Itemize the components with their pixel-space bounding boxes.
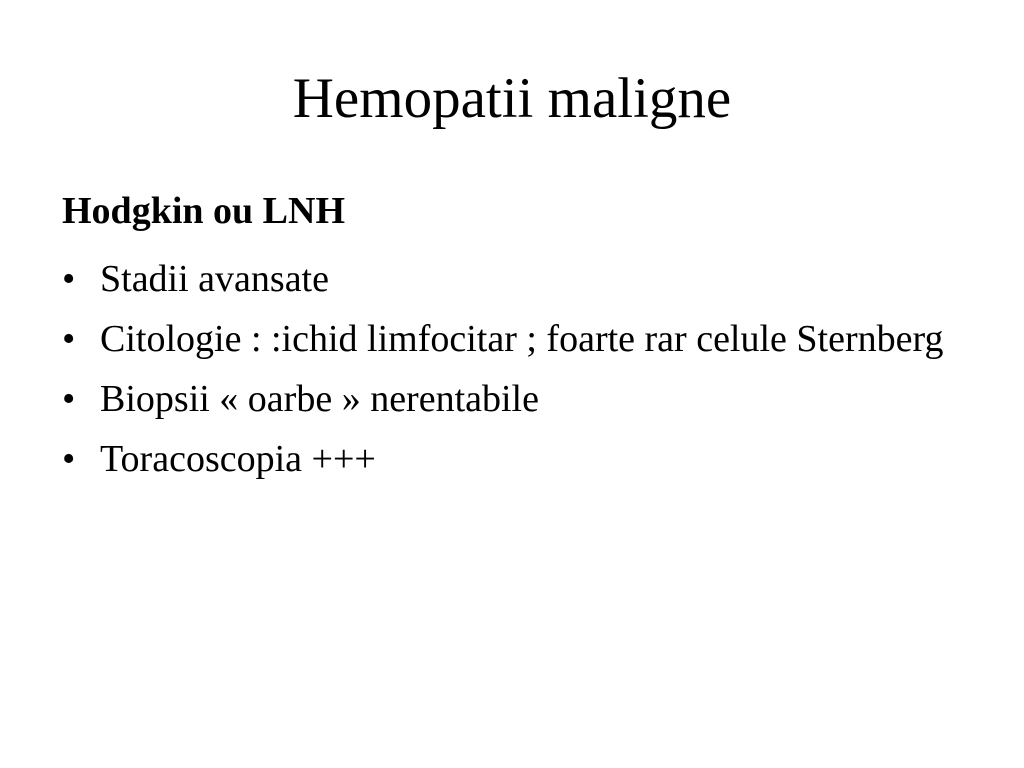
bullet-item-toracoscopia: [62, 436, 962, 482]
bullet-text: Biopsii « oarbe » nerentabile: [100, 378, 539, 420]
bullet-text: Toracoscopia +++: [100, 438, 376, 480]
bullet-dot-icon: •: [62, 438, 76, 480]
bullet-item-biopsii: [62, 376, 962, 422]
section-heading: Hodgkin ou LNH: [62, 190, 345, 232]
bullet-text: Stadii avansate: [100, 258, 329, 300]
bullet-dot-icon: •: [62, 378, 76, 420]
bullet-item-stadii: [62, 256, 962, 302]
bullet-dot-icon: •: [62, 318, 76, 360]
bullet-text: Citologie : :ichid limfocitar ; foarte rar celule Sternberg: [100, 318, 944, 360]
bullet-dot-icon: •: [62, 258, 76, 300]
bullet-item-citologie: [62, 316, 962, 362]
slide-title: Hemopatii maligne: [292, 67, 732, 130]
slide-body: [62, 186, 962, 496]
bullet-list: [62, 256, 962, 482]
